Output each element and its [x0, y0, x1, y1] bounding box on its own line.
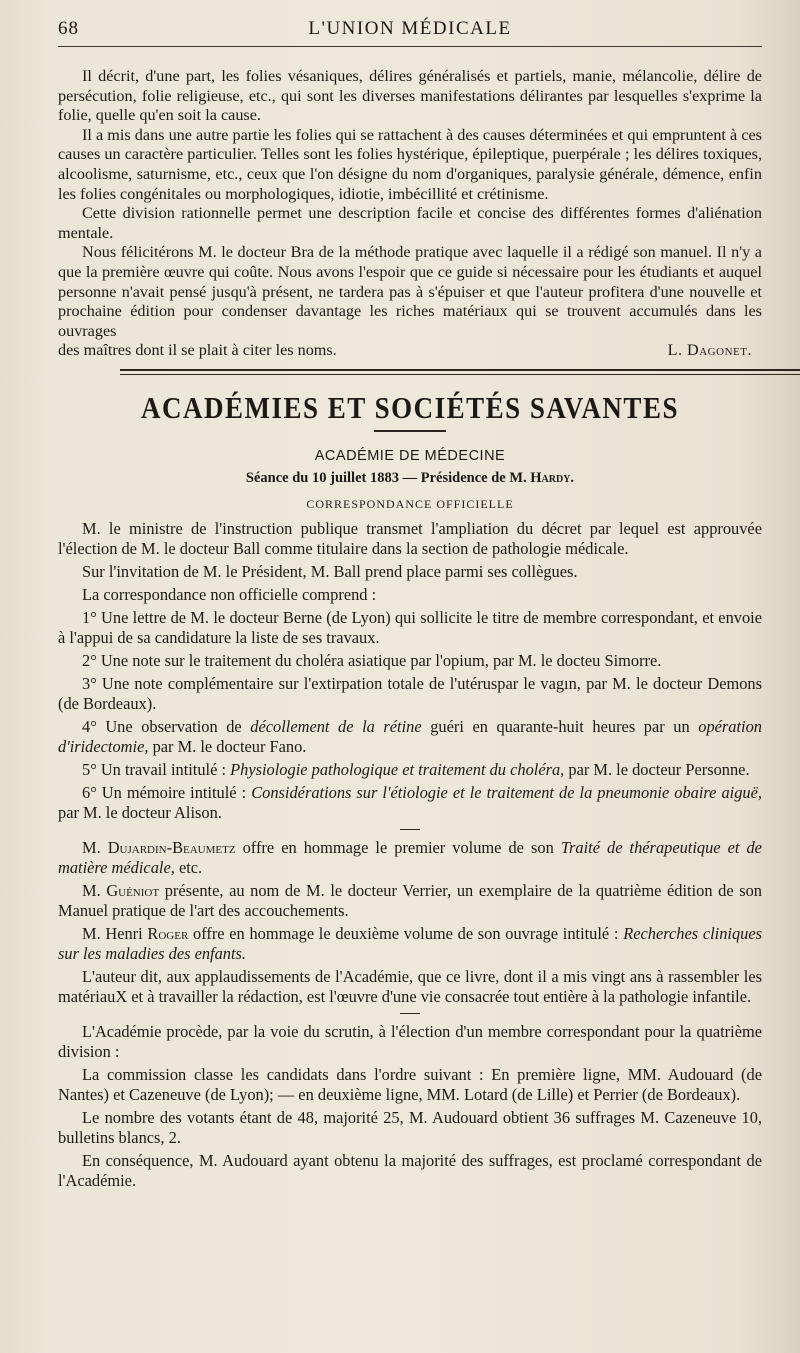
paragraph: Cette division rationnelle permet une description facile et concise des différentes formes d'aliénation mentale. — [58, 204, 762, 242]
italic-run: Considérations sur l'étiologie et le traitement de la pneumonie obaire aiguë, — [251, 782, 762, 802]
text-run: par M. le docteur Personne. — [568, 759, 750, 779]
paragraph: Il décrit, d'une part, les folies vésaniques, délires généralisés et partiels, manie, mélancolie, délire de persécution, folie religieuse, etc., qui sont les diverses manifestations délirantes par lesquelles s'exprime la folie, quelle qu'en soit la cause. — [58, 67, 762, 125]
paragraph: L'Académie procède, par la voie du scrutin, à l'élection d'un membre correspondant pour la quatrième division : — [58, 1021, 762, 1061]
text-run: M. Henri — [82, 923, 143, 943]
book-review-section — [58, 67, 762, 361]
list-item — [58, 783, 762, 823]
paragraph: M. le ministre de l'instruction publique transmet l'ampliation du décret par lequel est approuvée l'élection de M. le docteur Ball comme titulaire dans la section de pathologie médicale. — [58, 518, 762, 558]
text-run: offre en hommage le deuxième volume de son ouvrage intitulé : — [193, 923, 619, 943]
page-header — [58, 18, 762, 47]
title-rule — [374, 430, 446, 432]
list-item — [58, 760, 762, 780]
seance-date: Séance du 10 juillet 1883 — Présidence de M. — [245, 469, 527, 486]
author-signature: L. Dagonet. — [667, 341, 752, 360]
seance-heading — [58, 470, 762, 487]
text-run: par M. le docteur Alison. — [58, 802, 222, 822]
section-divider — [120, 369, 800, 375]
paragraph: Il a mis dans une autre partie les folies qui se rattachent à des causes déterminées et qui empruntent à ces causes un caractère particulier. Telles sont les folies hystérique, épileptique, puerpérale ; les délires toxiques, alcoolisme, saturnisme, etc., ceux que l'on désigne du nom d'organiques, paralysie générale, démence, enfin les folies congénitales ou morphologiques, idiotie, imbécillité et crétinisme. — [58, 125, 762, 203]
text-run: 5° Un travail intitulé : — [82, 759, 227, 779]
paragraph: En conséquence, M. Audouard ayant obtenu la majorité des suffrages, est proclamé correspondant de l'Académie. — [58, 1150, 762, 1190]
italic-run: Physiologie pathologique et traitement du choléra, — [230, 759, 565, 779]
person-name: Roger — [147, 923, 189, 943]
text-run: 6° Un mémoire intitulé : — [82, 782, 247, 802]
list-item: 2° Une note sur le traitement du choléra asiatique par l'opium, par M. le docteu Simorre. — [82, 650, 662, 670]
paragraph — [58, 881, 762, 921]
section-title: ACADÉMIES ET SOCIÉTÉS SAVANTES — [141, 391, 679, 425]
page-number: 68 — [58, 18, 79, 39]
text-run: M. — [82, 837, 101, 857]
italic-run: Traité de thérapeutique et de matière médicale, — [58, 837, 762, 877]
paragraph: La commission classe les candidats dans l'ordre suivant : En première ligne, MM. Audouard (de Nantes) et Cazeneuve (de Lyon); — en deuxième ligne, MM. Lotard (de Lille) et Perrier (de Bordeaux). — [58, 1064, 762, 1104]
italic-run: opération d'iridectomie, — [58, 716, 762, 756]
text-run: M. — [82, 880, 101, 900]
text-run: offre en hommage le premier volume de son — [242, 837, 554, 857]
paragraph — [58, 838, 762, 878]
text-run: présente, au nom de M. le docteur Verrier, un exemplaire de la quatrième édition de son Manuel pratique de l'art des accouchements. — [58, 880, 763, 920]
person-name: Guéniot — [106, 880, 160, 900]
running-title: L'UNION MÉDICALE — [308, 18, 512, 39]
text-run: 4° Une observation de — [82, 716, 242, 736]
paragraph: Sur l'invitation de M. le Président, M. Ball prend place parmi ses collègues. — [82, 561, 578, 581]
person-name: Dujardin-Beaumetz — [107, 837, 236, 857]
paragraph-end: des maîtres dont il se plait à citer les noms. — [58, 341, 337, 360]
president-name: Hardy. — [530, 469, 575, 486]
text-run: etc. — [178, 857, 203, 877]
paragraph — [58, 924, 762, 964]
text-run: guéri en quarante-huit heures par un — [430, 716, 690, 736]
list-item — [58, 717, 762, 757]
paragraph: Nous félicitérons M. le docteur Bra de la méthode pratique avec laquelle il a rédigé son manuel. Il n'y a que la première œuvre qui coûte. Nous avons l'espoir que ce guide si nécessaire pour les étudiants et auquel personne n'avait pensé jusqu'à présent, ne tardera pas à s'épuiser et que l'auteur profitera d'une nouvelle et prochaine édition pour condenser davantage les riches matériaux qui se trouvent accumulés dans les ouvrages — [58, 243, 762, 340]
list-item: 1° Une lettre de M. le docteur Berne (de Lyon) qui sollicite le titre de membre correspondant, et envoie à l'appui de sa candidature la liste de ses travaux. — [58, 607, 762, 647]
paragraph: L'auteur dit, aux applaudissements de l'Académie, que ce livre, dont il a mis vingt ans à rassembler les matériauX et à travailler la rédaction, est l'œuvre d'une vie consacrée tout entière à la pathologie infantile. — [58, 966, 762, 1006]
paragraph: La correspondance non officielle comprend : — [82, 584, 377, 604]
list-item: 3° Une note complémentaire sur l'extirpation totale de l'utéruspar le vagın, par M. le docteur Demons (de Bordeaux). — [58, 673, 762, 713]
italic-run: Recherches cliniques sur les maladies des enfants. — [58, 923, 762, 963]
separator-rule — [400, 1013, 420, 1014]
correspondance-heading: CORRESPONDANCE OFFICIELLE — [306, 496, 514, 511]
academy-heading: ACADÉMIE DE MÉDECINE — [314, 447, 506, 464]
minutes-body — [58, 519, 762, 1191]
separator-rule — [400, 829, 420, 830]
text-run: par M. le docteur Fano. — [152, 736, 307, 756]
closing-line — [58, 341, 762, 361]
italic-run: décollement de la rétine — [250, 716, 422, 736]
paragraph: Le nombre des votants étant de 48, majorité 25, M. Audouard obtient 36 suffrages M. Cazeneuve 10, bulletins blancs, 2. — [58, 1107, 762, 1147]
